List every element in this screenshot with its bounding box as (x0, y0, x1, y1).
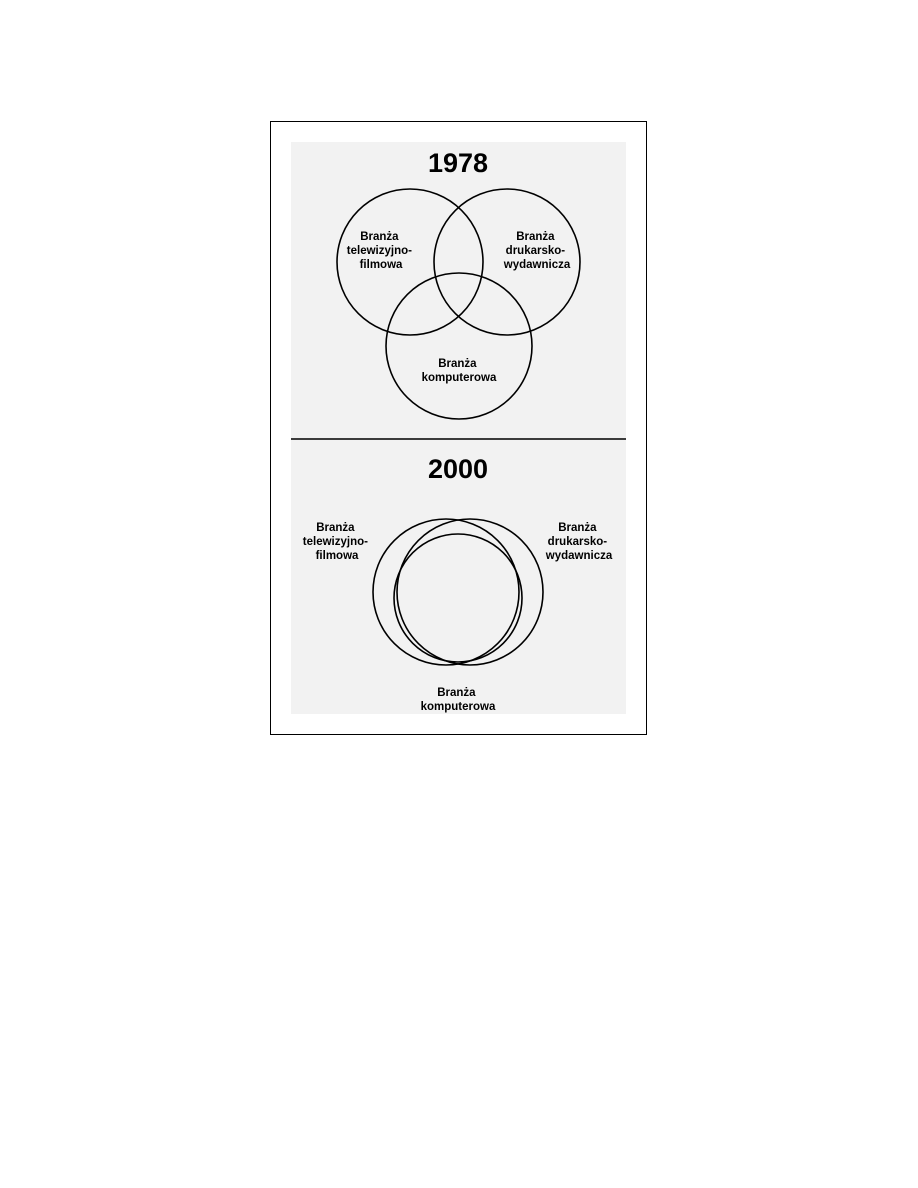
panel-2000 (303, 454, 613, 713)
label-tv-film-1978: Branża telewizyjno- filmowa (346, 231, 412, 271)
label-computer-2000: Branża komputerowa (420, 687, 496, 713)
panel-1978 (337, 148, 580, 419)
panel-title-2000: 2000 (427, 454, 489, 484)
label-print-publishing-2000: Branża drukarsko- wydawnicza (545, 522, 613, 562)
label-tv-film-2000: Branża telewizyjno- filmowa (302, 522, 368, 562)
panel-title-1978: 1978 (427, 148, 489, 178)
circle-computer-1978 (386, 273, 532, 419)
label-print-publishing-1978: Branża drukarsko- wydawnicza (503, 231, 571, 271)
circle-computer-2000 (394, 534, 522, 662)
label-computer-1978: Branża komputerowa (421, 358, 497, 384)
